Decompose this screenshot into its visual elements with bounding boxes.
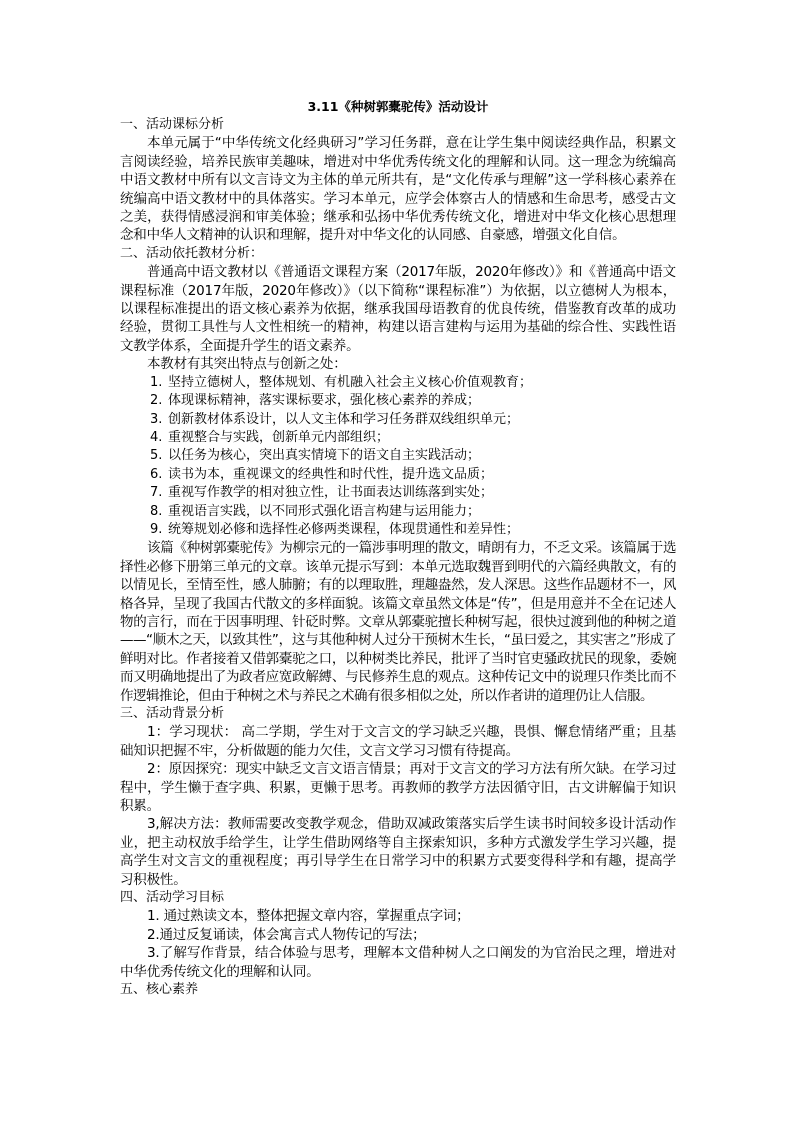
list-item-text: 以任务为核心，突出真实情境下的语文自主实践活动；: [168, 448, 481, 464]
list-item-number: 3.: [150, 411, 163, 427]
section-heading-5: 五、核心素养: [120, 982, 199, 998]
list-item: [120, 466, 676, 484]
document-title: 3.11《种树郭橐驼传》活动设计: [307, 99, 489, 114]
list-item-text: 坚持立德树人，整体规划、有机融入社会主义核心价值观教育；: [168, 374, 533, 390]
goal-2: 2.通过反复诵读，体会寓言式人物传记的写法；: [147, 926, 426, 943]
list-item: [120, 411, 676, 429]
list-item: [120, 484, 676, 502]
list-item: [120, 392, 676, 410]
list-item: [120, 447, 676, 465]
list-item-text: 统筹规划必修和选择性必修两类课程，体现贯通性和差异性；: [168, 521, 520, 537]
section-heading-2: 二、活动依托教材分析：: [120, 245, 264, 261]
goal-3: 3.了解写作背景，结合体验与思考，理解本文借种树人之口阐发的为官治民之理，增进对中华优秀传统文化的理解和认同。: [120, 945, 676, 980]
background-item-2: 2：原因探究：现实中缺乏文言文语言情景；再对于文言文的学习方法有所欠缺。在学习过程中，学生懒于查字典、积累，更懒于思考。再教师的教学方法因循守旧，古文讲解偏于知识积累。: [120, 761, 676, 815]
background-item-3: 3,解决方法：教师需要改变教学观念，借助双减政策落实后学生读书时间较多设计活动作业，把主动权放手给学生，让学生借助网络等自主探索知识，多种方式激发学生学习兴趣，提高学生对文言文的重视程度；再引导学生在日常学习中的积累方式要变得科学和有趣，提高学习积极性。: [120, 816, 676, 888]
list-item: [120, 503, 676, 521]
goal-1: 1. 通过熟读文本，整体把握文章内容，掌握重点字词；: [147, 908, 470, 925]
list-item: [120, 521, 676, 539]
background-item-1: 1：学习现状： 高二学期，学生对于文言文的学习缺乏兴趣，畏惧、懈怠情绪严重；且基础知识把握不牢，分析做题的能力欠佳，文言文学习习惯有待提高。: [120, 724, 676, 759]
features-list: [120, 374, 676, 540]
list-item-number: 4.: [150, 429, 163, 445]
document-page: [120, 98, 676, 1000]
list-item-text: 读书为本，重视课文的经典性和时代性，提升选文品质；: [168, 466, 494, 482]
list-item: [120, 374, 676, 392]
list-item-number: 8.: [150, 503, 163, 519]
features-intro: 本教材有其突出特点与创新之处：: [147, 356, 347, 373]
list-item-text: 重视整合与实践，创新单元内部组织；: [168, 429, 390, 445]
list-item-number: 7.: [150, 485, 163, 501]
list-item-number: 1.: [150, 374, 163, 390]
section-heading-3: 三、活动背景分析: [120, 706, 225, 721]
section1-paragraph: 本单元属于“中华传统文化经典研习”学习任务群，意在让学生集中阅读经典作品，积累文言阅读经验，培养民族审美趣味，增进对中华优秀传统文化的理解和认同。这一理念为统编高中语文教材中所有以文言诗文为主体的单元所共有，是“文化传承与理解”这一学科核心素养在统编高中语文教材中的具体落实。学习本单元，应学会体察古人的情感和生命思考，感受古文之美，获得情感浸润和审美体验；继承和弘扬中华优秀传统文化，增进对中华文化核心思想理念和中华人文精神的认识和理解，提升对中华文化的认同感、自豪感，增强文化自信。: [120, 135, 676, 244]
section-heading-4: 四、活动学习目标: [120, 890, 225, 906]
list-item-number: 9.: [150, 521, 163, 537]
section-heading-1: 一、活动课标分析: [120, 117, 225, 132]
list-item-text: 重视语言实践，以不同形式强化语言构建与运用能力；: [168, 503, 481, 519]
list-item-text: 创新教材体系设计，以人文主体和学习任务群双线组织单元；: [168, 411, 520, 427]
list-item-number: 5.: [150, 448, 163, 464]
list-item-text: 重视写作教学的相对独立性，让书面表达训练落到实处；: [168, 485, 494, 501]
list-item-text: 体现课标精神，落实课标要求，强化核心素养的养成；: [168, 393, 481, 409]
list-item: [120, 429, 676, 447]
list-item-number: 6.: [150, 466, 163, 482]
section2-paragraph-1: 普通高中语文教材以《普通语文课程方案（2017年版，2020年修改）》和《普通高中语文课程标准（2017年版，2020年修改）》（以下简称“课程标准”）为依据，以立德树人为根本，以课程标准提出的语文核心素养为依据，继承我国母语教育的优良传统，借鉴教育改革的成功经验，贯彻工具性与人文性相统一的精神，构建以语言建构与运用为基础的综合性、实践性语文教学体系，全面提升学生的语文素养。: [120, 264, 676, 354]
list-item-number: 2.: [150, 393, 163, 409]
section2-paragraph-2: 该篇《种树郭橐驼传》为柳宗元的一篇涉事明理的散文，晴朗有力，不乏文采。该篇属于选择性必修下册第三单元的文章。该单元提示写到：本单元选取魏晋到明代的六篇经典散文，有的以情见长，至情至性，感人肺腑；有的以理取胜，理趣盎然，发人深思。这些作品题材不一，风格各异，呈现了我国古代散文的多样面貌。该篇文章虽然文体是“传”，但是用意并不全在记述人物的言行，而在于因事明理、针砭时弊。文章从郭橐驼擅长种树写起，很快过渡到他的种树之道——“顺木之天，以致其性”，这与其他种树人过分干预树木生长，“虽曰爱之，其实害之”形成了鲜明对比。作者接着又借郭橐驼之口，以种树类比养民，批评了当时官吏骚政扰民的现象，委婉而又明确地提出了为政者应宽政解縛、与民修养生息的观点。这种传记文中的说理只作类比而不作逻辑推论，但由于种树之术与养民之术确有很多相似之处，所以作者讲的道理仍让人信服。: [120, 540, 676, 704]
